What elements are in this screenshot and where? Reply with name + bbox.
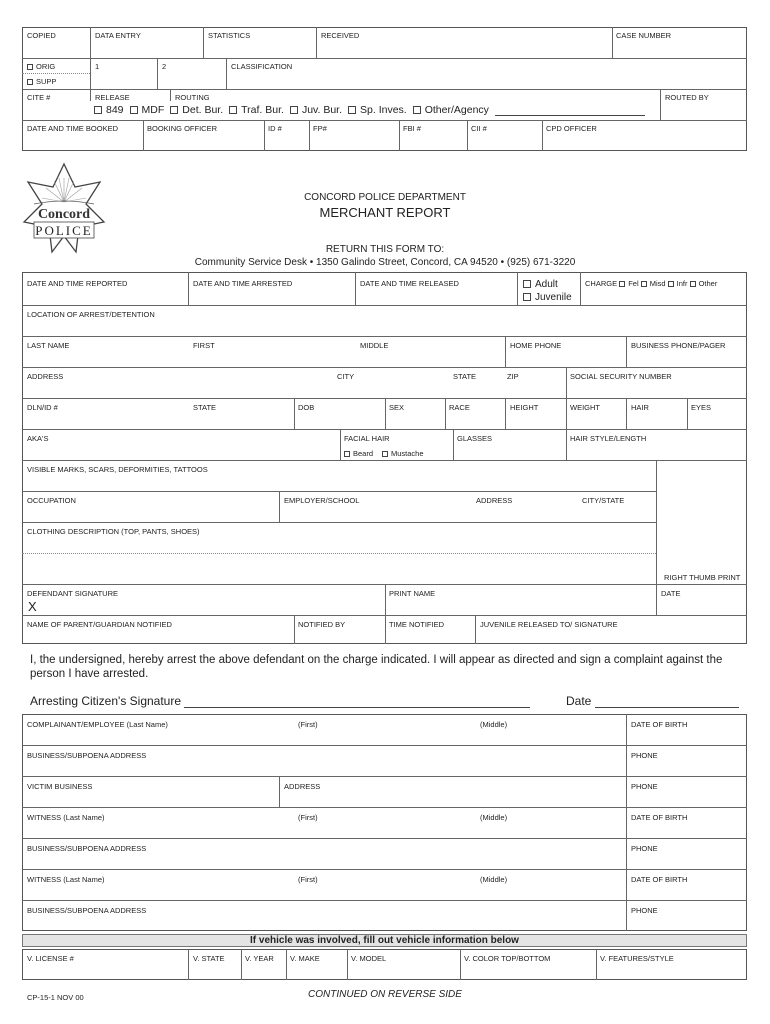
- label-print-name: PRINT NAME: [389, 589, 436, 598]
- label-state2: STATE: [193, 403, 217, 412]
- label-mustache: Mustache: [391, 449, 424, 458]
- checkbox-misd[interactable]: [641, 279, 666, 288]
- label-parent: NAME OF PARENT/GUARDIAN NOTIFIED: [27, 620, 172, 629]
- label-biz-address-2: BUSINESS/SUBPOENA ADDRESS: [27, 844, 147, 853]
- checkbox-icon: [523, 280, 531, 288]
- label-sex: SEX: [389, 403, 405, 412]
- label-hair: HAIR: [631, 403, 649, 412]
- checkbox-icon: [641, 281, 647, 287]
- checkbox-icon: [413, 106, 421, 114]
- label-witness-2-first: (First): [298, 875, 318, 884]
- label-juvenile: Juvenile: [535, 292, 572, 303]
- routing-label: Det. Bur.: [182, 104, 224, 116]
- other-agency-line[interactable]: [495, 105, 645, 116]
- label-height: HEIGHT: [510, 403, 539, 412]
- routing-traf-bur[interactable]: [229, 104, 284, 116]
- arrest-statement: I, the undersigned, hereby arrest the above defendant on the charge indicated. I will appear as directed and sign a complaint against the person I have arrested.: [30, 654, 723, 680]
- routing-label: 849: [106, 104, 124, 116]
- label-occupation: OCCUPATION: [27, 496, 76, 505]
- routing-849[interactable]: [94, 104, 124, 116]
- routing-det-bur[interactable]: [170, 104, 223, 116]
- label-witness-2-dob: DATE OF BIRTH: [631, 875, 688, 884]
- vehicle-banner: [22, 934, 747, 947]
- label-complainant-dob: DATE OF BIRTH: [631, 720, 688, 729]
- label-date-arrested: DATE AND TIME ARRESTED: [193, 279, 293, 288]
- return-to: RETURN THIS FORM TO:: [325, 244, 445, 255]
- routing-label: Traf. Bur.: [241, 104, 284, 116]
- checkbox-icon: [94, 106, 102, 114]
- label-emp-city: CITY/STATE: [582, 496, 625, 505]
- label-victim-address: ADDRESS: [284, 782, 321, 791]
- label-cii: CII #: [471, 124, 487, 133]
- label-data-entry: DATA ENTRY: [95, 31, 141, 40]
- citizen-date-row: [566, 694, 739, 708]
- checkbox-icon: [690, 281, 696, 287]
- checkbox-other[interactable]: [690, 279, 718, 288]
- label-state: STATE: [453, 372, 477, 381]
- label-thumb: RIGHT THUMB PRINT: [664, 573, 741, 582]
- label-fbi: FBI #: [403, 124, 421, 133]
- label-copied: COPIED: [27, 31, 56, 40]
- label-complainant-middle: (Middle): [480, 720, 508, 729]
- label-beard: Beard: [353, 449, 374, 458]
- checkbox-adult[interactable]: [523, 279, 558, 290]
- label-received: RECEIVED: [321, 31, 360, 40]
- checkbox-icon: [523, 293, 531, 301]
- label-classification: CLASSIFICATION: [231, 62, 293, 71]
- label-fel: Fel: [628, 279, 639, 288]
- routing-options: [94, 104, 645, 116]
- label-business-phone: BUSINESS PHONE/PAGER: [631, 341, 726, 350]
- label-v-make: V. MAKE: [290, 954, 320, 963]
- label-clothing: CLOTHING DESCRIPTION (TOP, PANTS, SHOES): [27, 527, 200, 536]
- checkbox-icon: [27, 79, 33, 85]
- routing-juv-bur[interactable]: [290, 104, 342, 116]
- checkbox-icon: [382, 451, 388, 457]
- label-witness-2-middle: (Middle): [480, 875, 508, 884]
- label-city: CITY: [337, 372, 355, 381]
- label-ssn: SOCIAL SECURITY NUMBER: [570, 372, 672, 381]
- checkbox-icon: [668, 281, 674, 287]
- label-middle: MIDDLE: [360, 341, 389, 350]
- label-two: 2: [162, 62, 167, 71]
- label-witness-2: WITNESS (Last Name): [27, 875, 105, 884]
- label-akas: AKA'S: [27, 434, 49, 443]
- label-def-sig: DEFENDANT SIGNATURE: [27, 589, 118, 598]
- people-block: [22, 714, 747, 931]
- label-citizen-signature: Arresting Citizen's Signature: [30, 694, 182, 708]
- charge-group: [585, 279, 717, 288]
- department-name: CONCORD POLICE DEPARTMENT: [304, 192, 466, 203]
- label-zip: ZIP: [507, 372, 519, 381]
- label-other: Other: [698, 279, 718, 288]
- routing-label: Sp. Inves.: [360, 104, 407, 116]
- checkbox-icon: [130, 106, 138, 114]
- label-complainant-first: (First): [298, 720, 318, 729]
- checkbox-icon: [229, 106, 237, 114]
- label-phone-3: PHONE: [631, 844, 658, 853]
- logo-text-concord: Concord: [37, 207, 91, 222]
- vehicle-banner-text: If vehicle was involved, fill out vehicle information below: [250, 935, 519, 946]
- label-charge: CHARGE: [585, 279, 618, 288]
- label-routed-by: ROUTED BY: [665, 93, 709, 102]
- label-facial-hair: FACIAL HAIR: [344, 434, 390, 443]
- label-victim: VICTIM BUSINESS: [27, 782, 93, 791]
- label-emp-address: ADDRESS: [476, 496, 513, 505]
- routing-sp-inves[interactable]: [348, 104, 407, 116]
- label-biz-address-1: BUSINESS/SUBPOENA ADDRESS: [27, 751, 147, 760]
- label-time-notified: TIME NOTIFIED: [389, 620, 444, 629]
- citizen-signature-line[interactable]: [184, 695, 530, 708]
- label-infr: Infr: [676, 279, 688, 288]
- signature-x: X: [28, 599, 37, 614]
- checkbox-icon: [619, 281, 625, 287]
- logo-text-police: POLICE: [35, 223, 93, 238]
- label-dob: DOB: [298, 403, 315, 412]
- form-title: MERCHANT REPORT: [319, 205, 451, 220]
- checkbox-orig[interactable]: [27, 62, 55, 71]
- label-v-year: V. YEAR: [245, 954, 274, 963]
- label-supp: SUPP: [36, 77, 57, 86]
- return-address: Community Service Desk • 1350 Galindo Street, Concord, CA 94520 • (925) 671-3220: [194, 257, 576, 268]
- routing-other-agency[interactable]: [413, 104, 489, 116]
- routing-label: MDF: [141, 104, 165, 116]
- label-witness-1-first: (First): [298, 813, 318, 822]
- checkbox-icon: [348, 106, 356, 114]
- label-v-features: V. FEATURES/STYLE: [600, 954, 674, 963]
- routing-label: Other/Agency: [424, 104, 489, 116]
- label-first: FIRST: [193, 341, 215, 350]
- checkbox-juvenile[interactable]: [523, 292, 572, 303]
- label-adult: Adult: [535, 279, 558, 290]
- label-phone-2: PHONE: [631, 782, 658, 791]
- checkbox-mustache[interactable]: [382, 449, 424, 458]
- label-employer: EMPLOYER/SCHOOL: [284, 496, 360, 505]
- routing-mdf[interactable]: [130, 104, 165, 116]
- label-orig: ORIG: [36, 62, 56, 71]
- label-visible-marks: VISIBLE MARKS, SCARS, DEFORMITIES, TATTOOS: [27, 465, 208, 474]
- label-race: RACE: [449, 403, 470, 412]
- label-dln: DLN/ID #: [27, 403, 58, 412]
- label-witness-1: WITNESS (Last Name): [27, 813, 105, 822]
- checkbox-icon: [170, 106, 178, 114]
- label-phone-4: PHONE: [631, 906, 658, 915]
- label-home-phone: HOME PHONE: [510, 341, 562, 350]
- label-eyes: EYES: [691, 403, 712, 412]
- label-date-booked: DATE AND TIME BOOKED: [27, 124, 118, 133]
- label-id: ID #: [268, 124, 282, 133]
- checkbox-icon: [290, 106, 298, 114]
- label-date: DATE: [661, 589, 681, 598]
- label-statistics: STATISTICS: [208, 31, 251, 40]
- label-one: 1: [95, 62, 100, 71]
- label-citizen-date: Date: [566, 694, 592, 708]
- label-cite: CITE #: [27, 93, 51, 102]
- label-routing: ROUTING: [175, 93, 210, 102]
- checkbox-icon: [344, 451, 350, 457]
- label-release: RELEASE: [95, 93, 130, 102]
- form-number: CP-15-1 NOV 00: [27, 993, 84, 1002]
- label-booking-officer: BOOKING OFFICER: [147, 124, 218, 133]
- label-glasses: GLASSES: [457, 434, 493, 443]
- label-cpd-officer: CPD OFFICER: [546, 124, 597, 133]
- label-v-license: V. LICENSE #: [27, 954, 74, 963]
- routing-label: Juv. Bur.: [301, 104, 343, 116]
- label-v-color: V. COLOR TOP/BOTTOM: [464, 954, 551, 963]
- label-hair-style: HAIR STYLE/LENGTH: [570, 434, 647, 443]
- label-last-name: LAST NAME: [27, 341, 70, 350]
- label-witness-1-middle: (Middle): [480, 813, 508, 822]
- label-weight: WEIGHT: [570, 403, 600, 412]
- continued-note: CONTINUED ON REVERSE SIDE: [308, 989, 462, 1000]
- label-date-released: DATE AND TIME RELEASED: [360, 279, 459, 288]
- police-badge-logo: [18, 160, 110, 260]
- label-misd: Misd: [649, 279, 666, 288]
- label-biz-address-3: BUSINESS/SUBPOENA ADDRESS: [27, 906, 147, 915]
- label-v-state: V. STATE: [193, 954, 225, 963]
- label-phone-1: PHONE: [631, 751, 658, 760]
- label-notified-by: NOTIFIED BY: [298, 620, 346, 629]
- checkbox-beard[interactable]: [344, 449, 373, 458]
- citizen-date-line[interactable]: [595, 695, 739, 708]
- label-case-number: CASE NUMBER: [616, 31, 672, 40]
- checkbox-infr[interactable]: [668, 279, 688, 288]
- label-date-reported: DATE AND TIME REPORTED: [27, 279, 128, 288]
- label-juv-released: JUVENILE RELEASED TO/ SIGNATURE: [480, 620, 618, 629]
- checkbox-icon: [27, 64, 33, 70]
- checkbox-fel[interactable]: [619, 279, 638, 288]
- citizen-signature-row: [30, 694, 530, 708]
- label-location: LOCATION OF ARREST/DETENTION: [27, 310, 155, 319]
- label-fp: FP#: [313, 124, 327, 133]
- label-witness-1-dob: DATE OF BIRTH: [631, 813, 688, 822]
- label-v-model: V. MODEL: [351, 954, 387, 963]
- label-address: ADDRESS: [27, 372, 64, 381]
- checkbox-supp[interactable]: [27, 77, 56, 86]
- label-complainant: COMPLAINANT/EMPLOYEE (Last Name): [27, 720, 168, 729]
